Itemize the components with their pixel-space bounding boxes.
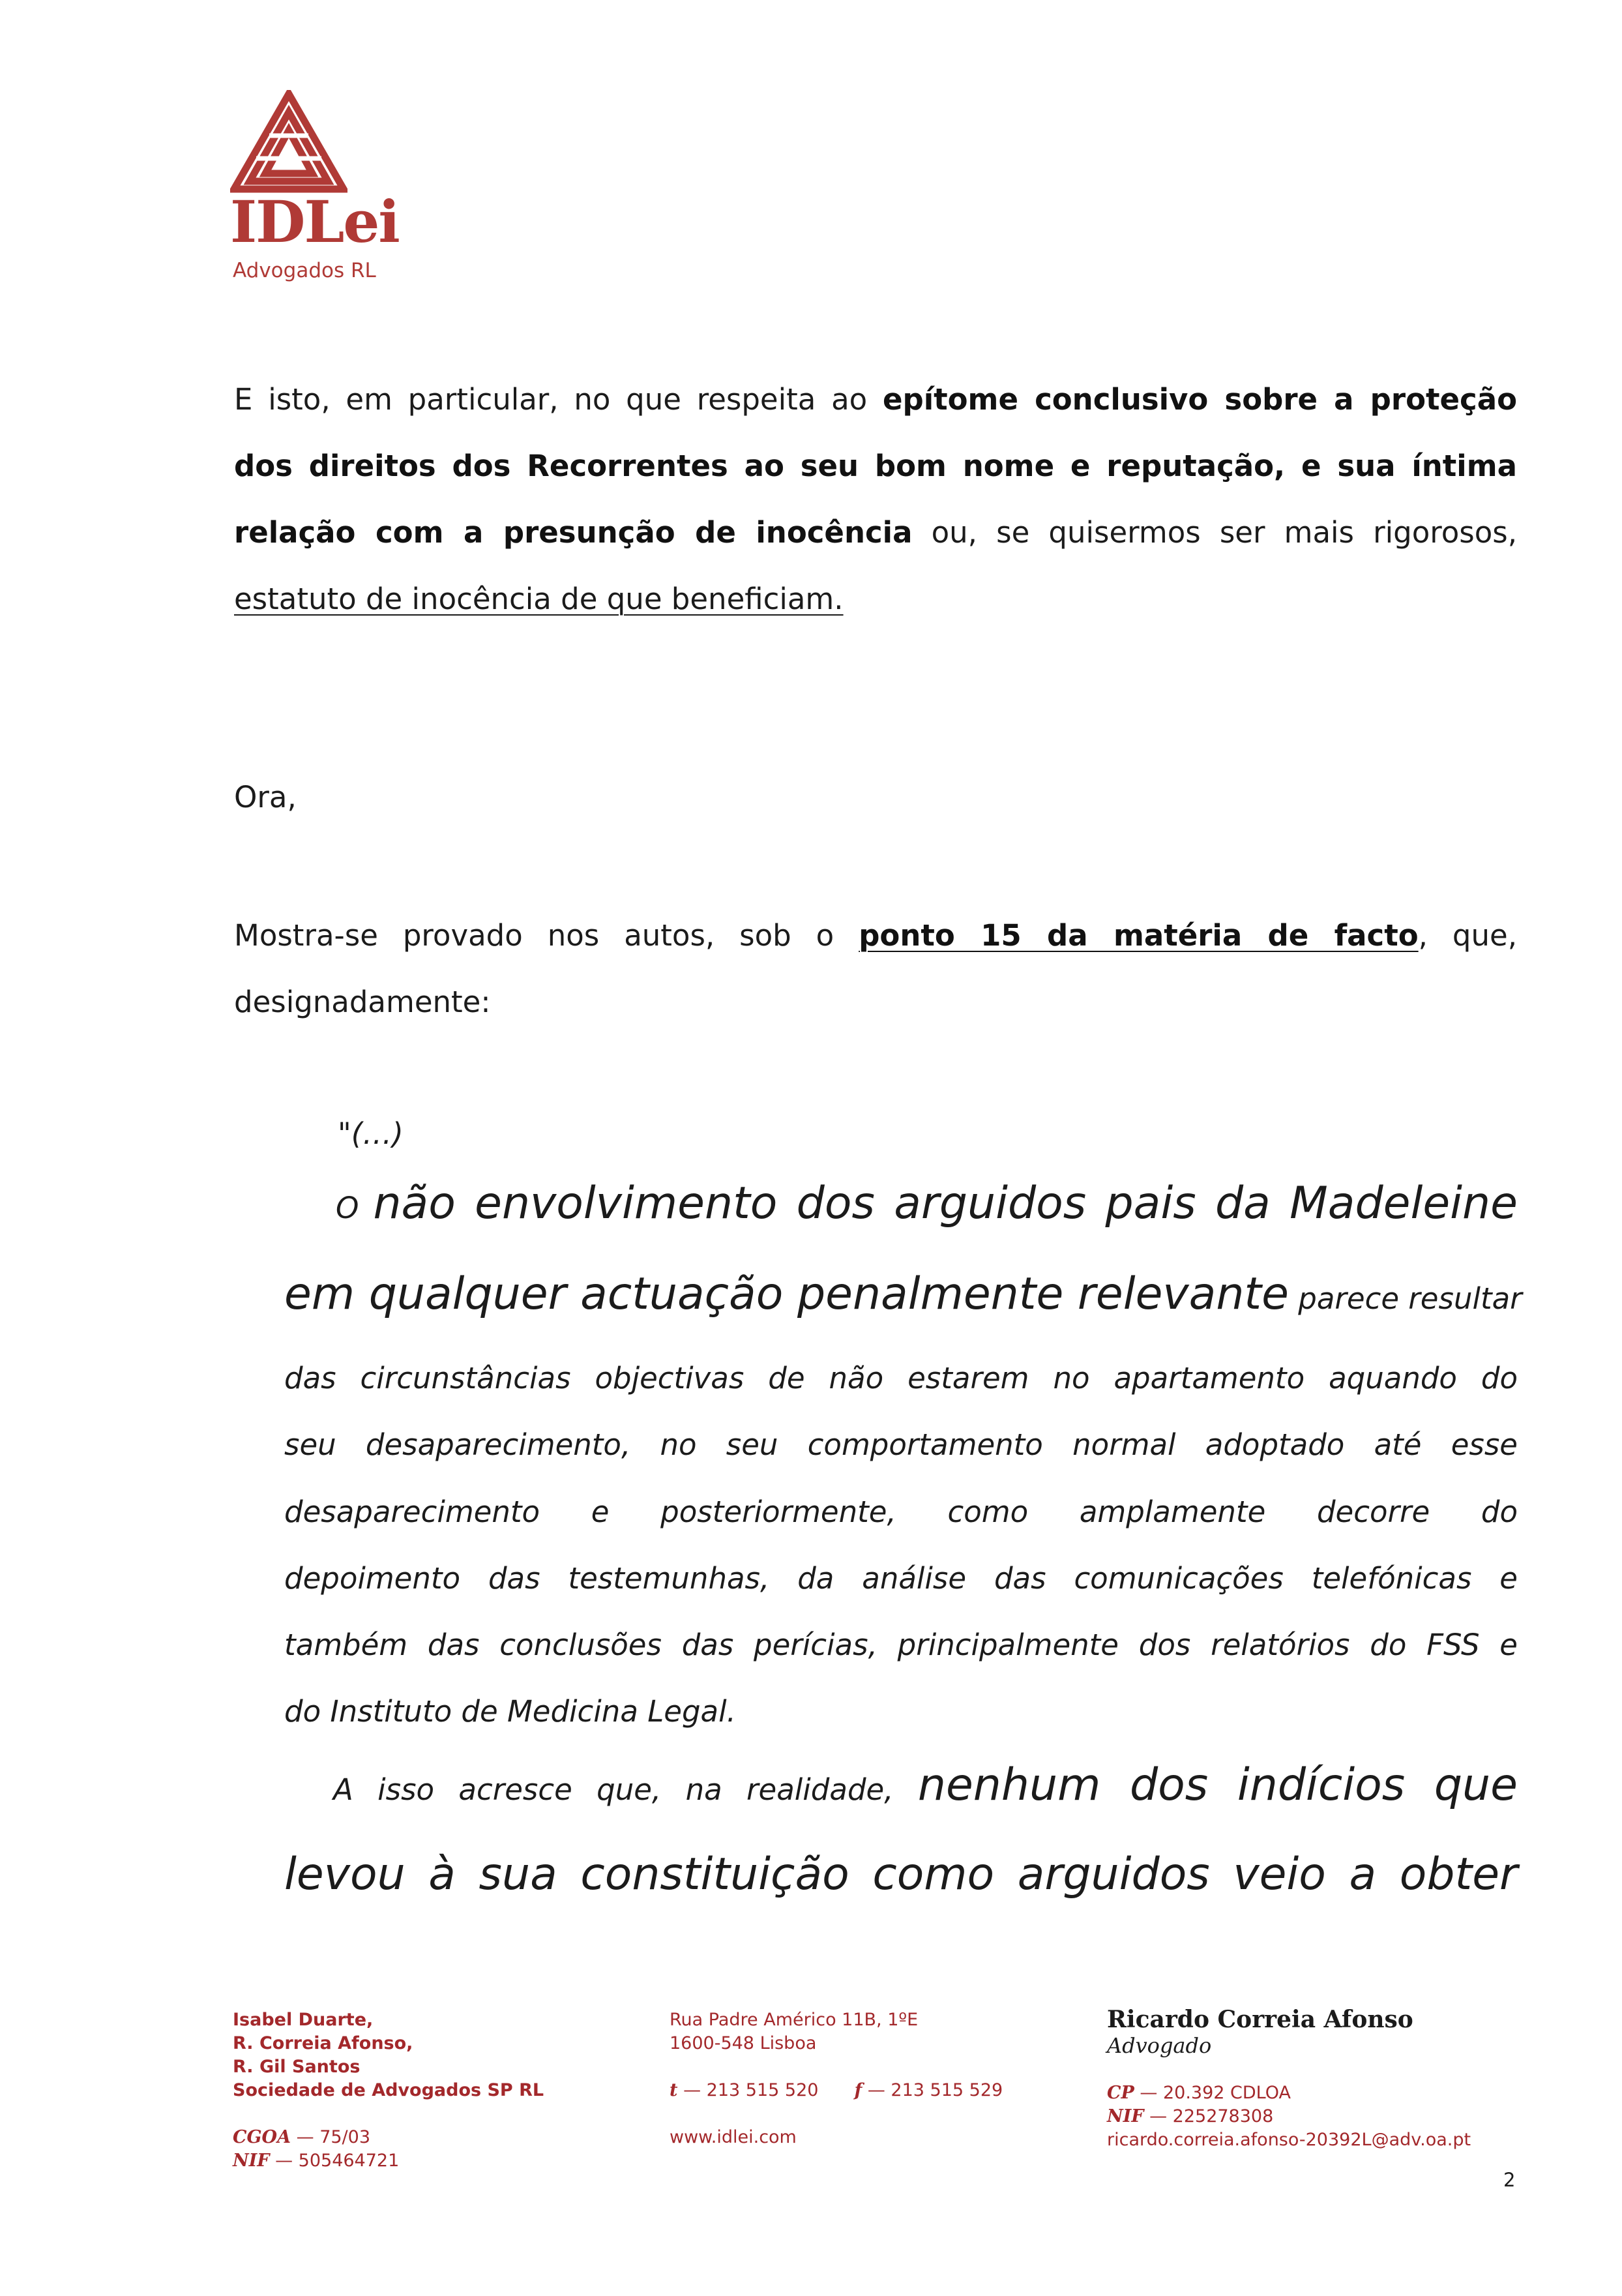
quote-line: também das conclusões das perícias, principalmente dos relatórios do FSS e — [284, 1628, 1518, 1662]
emphasis-text: nenhum dos indícios que — [917, 1759, 1518, 1811]
quote-line — [336, 1178, 1518, 1229]
value: — 75/03 — [296, 2127, 371, 2147]
footer-text: R. Gil Santos — [233, 2057, 361, 2077]
emphasis-text: não envolvimento dos arguidos pais da Madeleine — [373, 1178, 1518, 1229]
quote-line — [284, 1268, 1522, 1320]
value: — 505464721 — [275, 2151, 400, 2171]
paragraph-line — [234, 566, 1517, 633]
quote-line: das circunstâncias objectivas de não estarem no apartamento aquando do — [284, 1361, 1518, 1395]
paragraph-proof — [234, 902, 1517, 1036]
quote-line: do Instituto de Medicina Legal. — [284, 1694, 736, 1729]
fax-label: f — [854, 2080, 863, 2100]
text-span: Mostra-se provado nos autos, sob o — [234, 918, 834, 953]
footer-contact — [670, 2008, 1003, 2149]
phone-label: t — [670, 2080, 678, 2100]
paragraph-line — [234, 902, 1517, 969]
footer-nif-lawyer — [1107, 2105, 1471, 2128]
phone-value: — 213 515 520 — [683, 2080, 819, 2100]
quote-line: depoimento das testemunhas, da análise das comunicações telefónicas e — [284, 1561, 1518, 1596]
value: — 225278308 — [1149, 2106, 1274, 2126]
emphasis-text: em qualquer actuação penalmente relevante — [284, 1268, 1289, 1320]
quote-line — [284, 1849, 1518, 1900]
underlined-reference: ponto 15 da matéria de facto — [859, 918, 1419, 953]
triangle-logo-icon — [230, 90, 347, 194]
footer-text: Isabel Duarte, — [233, 2010, 374, 2030]
label: NIF — [1107, 2106, 1144, 2126]
text-span: , que, — [1418, 918, 1517, 953]
footer-cgoa — [233, 2126, 544, 2149]
footer-address: 1600-548 Lisboa — [670, 2033, 817, 2053]
paragraph-line — [234, 366, 1517, 433]
underlined-text: estatuto de inocência de que beneficiam. — [234, 582, 844, 616]
lawyer-role: Advogado — [1107, 2033, 1212, 2058]
label: NIF — [233, 2151, 270, 2171]
text-span: ou, se quisermos ser mais rigorosos, — [931, 515, 1517, 550]
footer-nif — [233, 2149, 544, 2173]
lawyer-name: Ricardo Correia Afonso — [1107, 2006, 1413, 2033]
page-number: 2 — [1503, 2169, 1516, 2191]
paragraph-line — [234, 499, 1517, 566]
quote-open: "(…) — [338, 1116, 404, 1151]
ora-line: Ora, — [234, 780, 297, 814]
quote-line: seu desaparecimento, no seu comportamento normal adoptado até esse — [284, 1427, 1518, 1462]
emphasis-line: dos direitos dos Recorrentes ao seu bom nome e reputação, e sua íntima — [234, 449, 1517, 483]
footer-cp — [1107, 2081, 1471, 2105]
footer-text: Sociedade de Advogados SP RL — [233, 2080, 544, 2100]
paragraph-intro — [234, 366, 1517, 633]
emphasis-text: levou à sua constituição como arguidos veio a obter — [284, 1849, 1518, 1900]
footer-firm — [233, 2008, 544, 2173]
email-link[interactable]: ricardo.correia.afonso-20392L@adv.oa.pt — [1107, 2130, 1471, 2150]
website-link[interactable]: www.idlei.com — [670, 2127, 797, 2147]
text-span: E isto, em particular, no que respeita ao — [234, 382, 868, 417]
label: CP — [1107, 2083, 1134, 2103]
text-span: parece resultar — [1298, 1281, 1522, 1316]
fax-value: — 213 515 529 — [867, 2080, 1003, 2100]
logo-wordmark: IDLei — [230, 188, 399, 256]
label: CGOA — [233, 2127, 291, 2147]
footer-address: Rua Padre Américo 11B, 1ºE — [670, 2010, 919, 2030]
paragraph-line: designadamente: — [234, 985, 491, 1019]
company-logo — [230, 90, 400, 289]
quote-line: desaparecimento e posteriormente, como amplamente decorre do — [284, 1495, 1518, 1529]
value: — 20.392 CDLOA — [1140, 2083, 1291, 2103]
text-span: O — [336, 1191, 359, 1225]
logo-subtitle: Advogados RL — [233, 259, 376, 282]
footer-lawyer — [1107, 2006, 1471, 2152]
footer-text: R. Correia Afonso, — [233, 2033, 413, 2053]
quote-line — [333, 1759, 1518, 1811]
emphasis-text: epítome conclusivo sobre a proteção — [882, 382, 1517, 417]
text-span: A isso acresce que, na realidade, — [333, 1772, 894, 1807]
emphasis-text: relação com a presunção de inocência — [234, 515, 913, 550]
footer-phones — [670, 2079, 1003, 2102]
